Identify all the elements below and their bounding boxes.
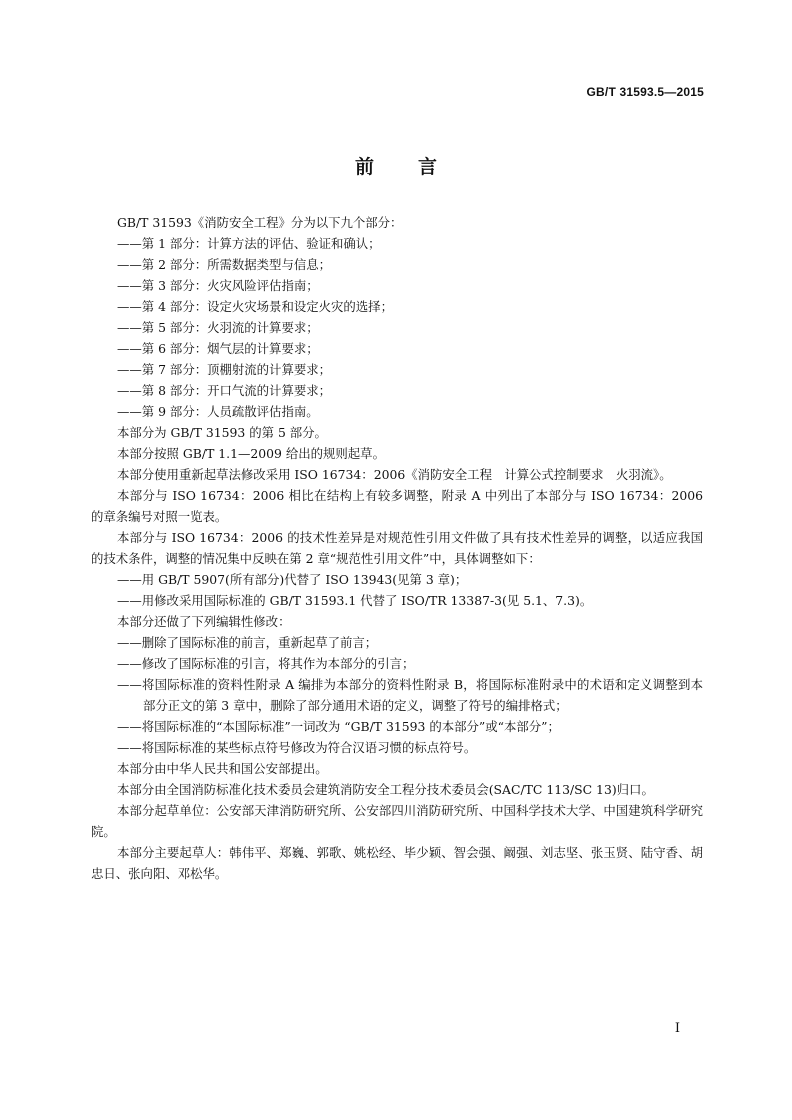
paragraph: 本部分按照 GB/T 1.1—2009 给出的规则起草。 <box>117 446 385 461</box>
intro-paragraph: GB/T 31593《消防安全工程》分为以下九个部分： <box>117 215 403 230</box>
list-item: ——第 7 部分：顶棚射流的计算要求； <box>117 362 332 377</box>
paragraph: 本部分与 ISO 16734：2006 相比在结构上有较多调整，附录 A 中列出了本部分与 ISO 16734：2006 的章条编号对照一览表。 <box>91 488 703 524</box>
list-item: ——用 GB/T 5907(所有部分)代替了 ISO 13943(见第 3 章)； <box>117 572 468 587</box>
paragraph: 本部分主要起草人：韩伟平、郑巍、郭歌、姚松经、毕少颖、智会强、阚强、刘志坚、张玉贤、陆守香、胡忠日、张向阳、邓松华。 <box>91 845 703 881</box>
title-char-2: 言 <box>418 156 438 178</box>
paragraph: 本部分使用重新起草法修改采用 ISO 16734：2006《消防安全工程 计算公式控制要求 火羽流》。 <box>117 467 672 482</box>
standard-code: GB/T 31593.5—2015 <box>586 85 704 99</box>
list-item: ——将国际标准的某些标点符号修改为符合汉语习惯的标点符号。 <box>117 740 477 755</box>
list-item: ——将国际标准的资料性附录 A 编排为本部分的资料性附录 B，将国际标准附录中的术语和定义调整到本部分正文的第 3 章中，删除了部分通用术语的定义，调整了符号的编排格式； <box>117 677 703 713</box>
page-number: I <box>674 1021 680 1036</box>
paragraph: 本部分与 ISO 16734：2006 的技术性差异是对规范性引用文件做了具有技术性差异的调整，以适应我国的技术条件，调整的情况集中反映在第 2 章“规范性引用文件”中，具体调整如下： <box>91 530 703 566</box>
foreword-body <box>91 212 703 884</box>
paragraph: 本部分起草单位：公安部天津消防研究所、公安部四川消防研究所、中国科学技术大学、中国建筑科学研究院。 <box>91 803 703 839</box>
page-title <box>0 152 792 179</box>
list-item: ——用修改采用国际标准的 GB/T 31593.1 代替了 ISO/TR 13387-3(见 5.1、7.3)。 <box>117 593 593 608</box>
list-item: ——第 3 部分：火灾风险评估指南； <box>117 278 319 293</box>
list-item: ——第 9 部分：人员疏散评估指南。 <box>117 404 319 419</box>
list-item: ——将国际标准的“本国际标准”一词改为 “GB/T 31593 的本部分”或“本部分”； <box>117 719 560 734</box>
list-item: ——第 1 部分：计算方法的评估、验证和确认； <box>117 236 381 251</box>
list-item: ——第 4 部分：设定火灾场景和设定火灾的选择； <box>117 299 393 314</box>
list-item: ——第 2 部分：所需数据类型与信息； <box>117 257 332 272</box>
list-item: ——第 6 部分：烟气层的计算要求； <box>117 341 319 356</box>
paragraph: 本部分由中华人民共和国公安部提出。 <box>117 761 328 776</box>
list-item: ——第 8 部分：开口气流的计算要求； <box>117 383 332 398</box>
list-item: ——第 5 部分：火羽流的计算要求； <box>117 320 319 335</box>
list-item: ——修改了国际标准的引言，将其作为本部分的引言； <box>117 656 415 671</box>
list-item: ——删除了国际标准的前言，重新起草了前言； <box>117 635 378 650</box>
title-char-1: 前 <box>354 156 374 178</box>
paragraph: 本部分为 GB/T 31593 的第 5 部分。 <box>117 425 327 440</box>
paragraph: 本部分由全国消防标准化技术委员会建筑消防安全工程分技术委员会(SAC/TC 113/SC 13)归口。 <box>117 782 654 797</box>
paragraph: 本部分还做了下列编辑性修改： <box>117 614 291 629</box>
